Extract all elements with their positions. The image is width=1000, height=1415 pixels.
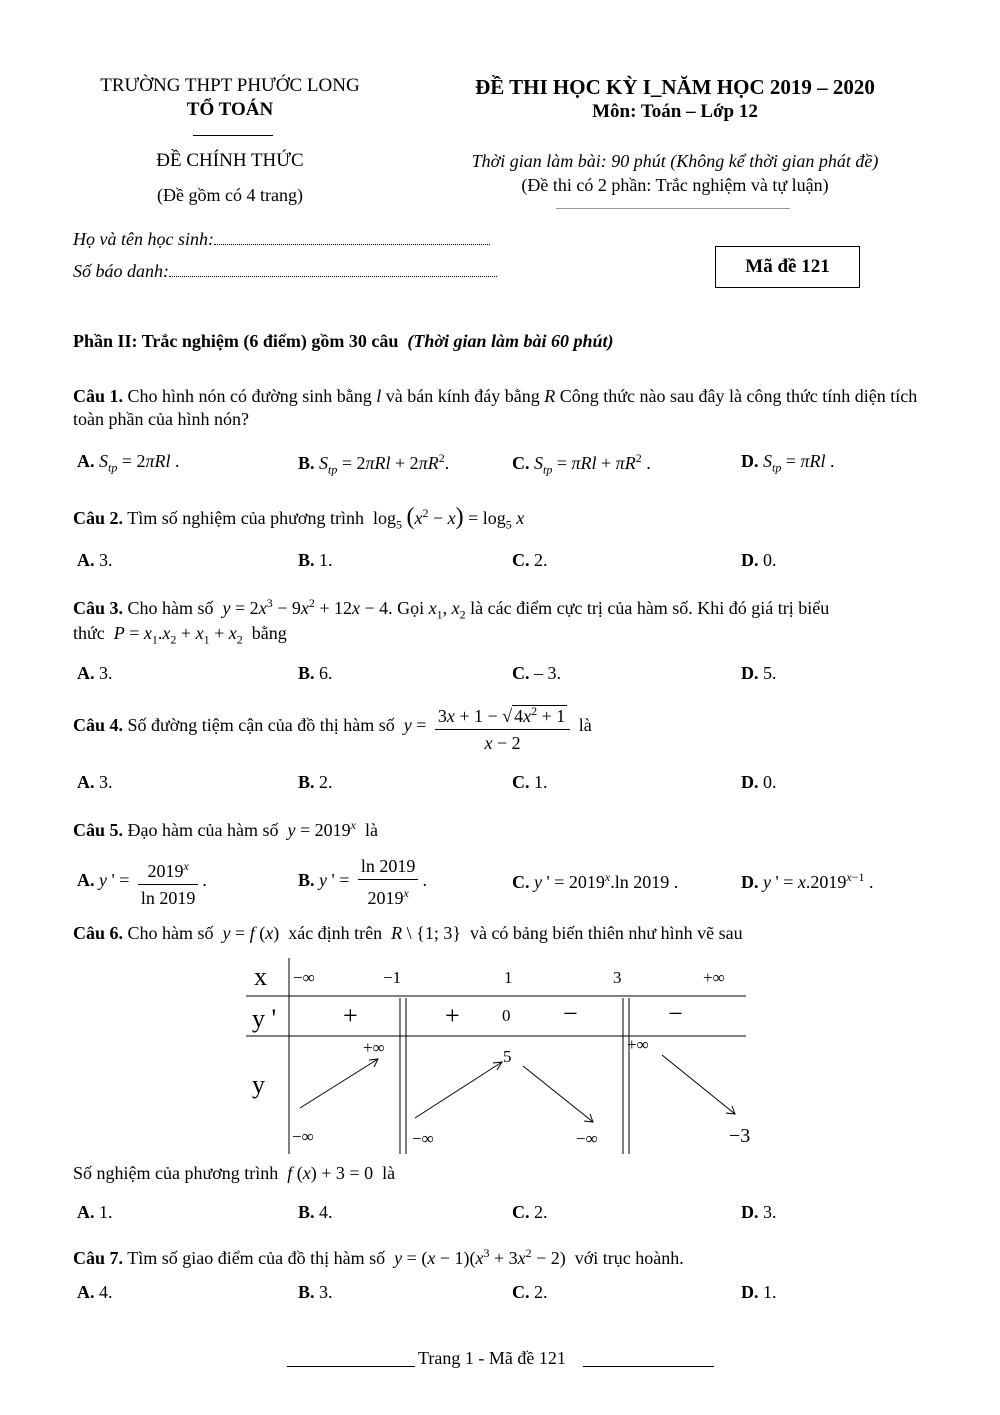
exam-title: ĐỀ THI HỌC KỲ I_NĂM HỌC 2019 – 2020	[475, 75, 875, 99]
q7-option-a[interactable]: A. 4.	[77, 1282, 113, 1302]
q7-option-b[interactable]: B. 3.	[298, 1282, 333, 1302]
question-3-line2: thức $P = x_1.x_2 + x_1 + x_2$ bằng	[73, 623, 287, 647]
sign: +	[343, 1001, 358, 1030]
q5-option-b[interactable]: B. y ' = $\frac{\ln 2019}{2019^x}$ .	[298, 853, 427, 911]
school-name: TRƯỜNG THPT PHƯỚC LONG	[100, 75, 360, 96]
row-x-label: x	[254, 962, 267, 991]
y-value: −∞	[576, 1129, 598, 1148]
y-value: +∞	[363, 1038, 385, 1057]
y-value: +∞	[627, 1035, 649, 1054]
variation-table	[240, 958, 760, 1158]
q5-option-c[interactable]: C. y ' = $2019^x.\ln$ 2019 .	[512, 870, 679, 892]
q7-option-c[interactable]: C. 2.	[512, 1282, 548, 1302]
y-value: −3	[729, 1125, 751, 1147]
question-4: Câu 4. Số đường tiệm cận của đồ thị hàm số y = $\frac{3x + 1 - √ 4x^2 + 1}{x - 2}$ là	[73, 698, 933, 756]
q4-option-a[interactable]: A. 3.	[77, 772, 113, 792]
q1-option-b[interactable]: B. $S_{tp} = 2\pi Rl + 2\pi R^2$.	[298, 451, 450, 477]
q3-option-d[interactable]: D. 5.	[741, 663, 777, 683]
q4-option-c[interactable]: C. 1.	[512, 772, 548, 792]
question-3: Câu 3. Cho hàm số $y = 2x^3 - 9x^2 + 12x - 4$. Gọi $x_1$, $x_2$ là các điểm cực trị của hàm số. Khi đó giá trị biểu	[73, 596, 830, 622]
subject: Môn: Toán – Lớp 12	[592, 101, 758, 122]
q1-option-c[interactable]: C. $S_{tp} = \pi Rl + \pi R^2$ .	[512, 451, 651, 477]
q2-option-b[interactable]: B. 1.	[298, 550, 333, 570]
question-2: Câu 2. Tìm số nghiệm của phương trình $\log_5 (x^2 - x) = \log_5 x$	[73, 504, 525, 532]
q4-fraction: $\frac{3x + 1 - √ 4x^2 + 1}{x - 2}$	[435, 698, 570, 756]
q6-option-d[interactable]: D. 3.	[741, 1202, 777, 1222]
y-value: 5	[503, 1047, 512, 1066]
q1-option-d[interactable]: D. $S_{tp} = \pi Rl$ .	[741, 451, 835, 475]
q5-option-d[interactable]: D. y ' = $x.2019^{x-1}$ .	[741, 870, 874, 892]
q6-option-b[interactable]: B. 4.	[298, 1202, 333, 1222]
q4-option-d[interactable]: D. 0.	[741, 772, 777, 792]
student-name-label: Họ và tên học sinh:	[73, 229, 214, 249]
sign: −	[563, 999, 578, 1028]
x-value: +∞	[703, 968, 725, 987]
q1-option-a[interactable]: A. $S_{tp} = 2\pi Rl$ .	[77, 451, 180, 475]
question-6: Câu 6. Cho hàm số y = f (x) xác định trên R \ {1; 3} và có bảng biến thiên như hình vẽ sau	[73, 923, 743, 943]
x-value: 1	[504, 968, 513, 987]
q2-option-c[interactable]: C. 2.	[512, 550, 548, 570]
sign: 0	[502, 1006, 511, 1025]
y-value: −∞	[292, 1127, 314, 1146]
row-yp-label: y '	[252, 1004, 277, 1033]
q4-option-b[interactable]: B. 2.	[298, 772, 333, 792]
footer-line-left	[287, 1366, 415, 1367]
student-name-field[interactable]	[73, 229, 490, 250]
q3-option-b[interactable]: B. 6.	[298, 663, 333, 683]
y-value: −∞	[412, 1129, 434, 1148]
section-title: Phần II: Trắc nghiệm (6 điểm) gồm 30 câu (Thời gian làm bài 60 phút)	[73, 331, 614, 351]
page-footer: Trang 1 - Mã đề 121	[418, 1348, 566, 1368]
question-7: Câu 7. Tìm số giao điểm của đồ thị hàm số $y = (x - 1)(x^3 + 3x^2 - 2)$ với trục hoành.	[73, 1246, 684, 1268]
q6-option-a[interactable]: A. 1.	[77, 1202, 113, 1222]
question-1: Câu 1. Cho hình nón có đường sinh bằng l và bán kính đáy bằng R Công thức nào sau đây là công thức tính diện tích toàn phần của hình nón?	[73, 386, 918, 429]
question-6-prompt: Số nghiệm của phương trình f (x) + 3 = 0 là	[73, 1163, 396, 1183]
q3-option-a[interactable]: A. 3.	[77, 663, 113, 683]
x-value: −1	[383, 968, 402, 987]
x-value: −∞	[293, 968, 315, 987]
q6-option-c[interactable]: C. 2.	[512, 1202, 548, 1222]
department: TỔ TOÁN	[186, 99, 274, 120]
exam-code-box: Mã đề 121	[715, 246, 860, 288]
sign: +	[445, 1001, 460, 1030]
question-5: Câu 5. Đạo hàm của hàm số $y = 2019^x$ là	[73, 818, 378, 840]
student-id-label: Số báo danh:	[73, 261, 169, 281]
q5-option-a[interactable]: A. y ' = $\frac{2019^x}{\ln 2019}$ .	[77, 853, 207, 911]
row-y-label: y	[252, 1070, 265, 1099]
sign: −	[668, 999, 683, 1028]
exam-time: Thời gian làm bài: 90 phút (Không kể thời gian phát đề)	[471, 151, 879, 171]
header-divider	[193, 135, 273, 136]
official-label: ĐỀ CHÍNH THỨC	[156, 150, 304, 171]
page-count: (Đề gồm có 4 trang)	[157, 185, 303, 205]
footer-line-right	[583, 1366, 714, 1367]
q7-option-d[interactable]: D. 1.	[741, 1282, 777, 1302]
q3-option-c[interactable]: C. – 3.	[512, 663, 561, 683]
student-id-field[interactable]	[73, 261, 497, 282]
q2-option-d[interactable]: D. 0.	[741, 550, 777, 570]
exam-parts: (Đề thi có 2 phần: Trắc nghiệm và tự luận)	[521, 175, 829, 195]
x-value: 3	[613, 968, 622, 987]
q2-option-a[interactable]: A. 3.	[77, 550, 113, 570]
header-divider-right	[556, 208, 790, 209]
